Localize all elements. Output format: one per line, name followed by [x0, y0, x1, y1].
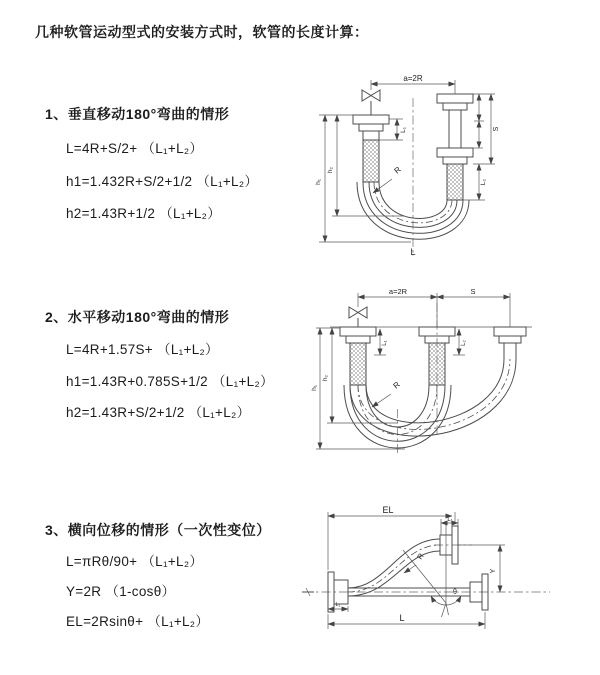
dim-l1-bottom-label: L₁ — [335, 602, 341, 608]
dim-a2r-label: a=2R — [403, 74, 423, 83]
section-3-heading: 3、横向位移的情形（一次性变位） — [45, 522, 271, 538]
left-pipe-fitting — [340, 327, 376, 385]
section-2-formula-h1: h1=1.43R+0.785S+1/2 （L₁+L₂） — [66, 374, 274, 389]
section-1-formula-L: L=4R+S/2+ （L₁+L₂） — [66, 141, 204, 156]
dim-s-label: S — [493, 126, 500, 132]
diagram-lateral-displacement — [300, 498, 600, 653]
radius-label: R — [392, 164, 403, 176]
dim-a2r-label: a=2R — [388, 287, 408, 296]
valve-icon — [349, 307, 367, 327]
dim-l-label: L — [399, 613, 405, 623]
dim-el-label: EL — [382, 505, 394, 515]
section-1-formula-h1: h1=1.432R+S/2+1/2 （L₁+L₂） — [66, 174, 259, 189]
section-2-formula-h2: h2=1.43R+S/2+1/2 （L₁+L₂） — [66, 405, 251, 420]
section-2-formula-L: L=4R+1.57S+ （L₁+L₂） — [66, 342, 219, 357]
dim-l1-top-label: L₁ — [447, 517, 453, 523]
dim-l2-label: L₂ — [461, 340, 467, 346]
section-3-formula-Y: Y=2R （1-cosθ） — [66, 584, 176, 599]
right-pipe-fitting — [437, 94, 473, 200]
dimensions — [315, 74, 500, 257]
dimensions — [311, 287, 510, 449]
section-3-formula-EL: EL=2Rsinθ+ （L₁+L₂） — [66, 614, 210, 629]
section-1-heading: 1、垂直移动180°弯曲的情形 — [45, 106, 230, 122]
diagram-horizontal-180-bend — [310, 283, 600, 463]
middle-pipe-fitting — [419, 327, 455, 385]
radius-label: R — [415, 551, 426, 562]
diagram-vertical-180-bend — [313, 70, 595, 260]
hose-s-curve — [348, 539, 440, 596]
dim-s-label: S — [470, 287, 476, 296]
dim-l1-label: L₁ — [382, 340, 388, 346]
section-1-formula-h2: h2=1.43R+1/2 （L₁+L₂） — [66, 206, 222, 221]
dim-l2-label: L₂ — [480, 178, 487, 186]
dim-l1-label: L₁ — [400, 127, 407, 133]
dim-h2-label: h₂ — [327, 166, 334, 174]
dim-h1-label: h₁ — [311, 385, 318, 391]
dim-y-label: Y — [490, 568, 497, 574]
page-title: 几种软管运动型式的安装方式时，软管的长度计算： — [35, 24, 369, 40]
radius-label: R — [391, 379, 402, 391]
dim-h1-label: h₁ — [315, 179, 322, 185]
valve-icon — [362, 90, 380, 115]
section-2-heading: 2、水平移动180°弯曲的情形 — [45, 309, 230, 325]
right-pipe-fitting — [494, 327, 526, 359]
length-label: L — [410, 247, 416, 257]
dim-h2-label: h₂ — [322, 374, 329, 382]
section-3-formula-L: L=πRθ/90+ （L₁+L₂） — [66, 554, 204, 569]
angle-theta-label: θ — [453, 589, 457, 596]
left-pipe-fitting — [353, 115, 389, 182]
